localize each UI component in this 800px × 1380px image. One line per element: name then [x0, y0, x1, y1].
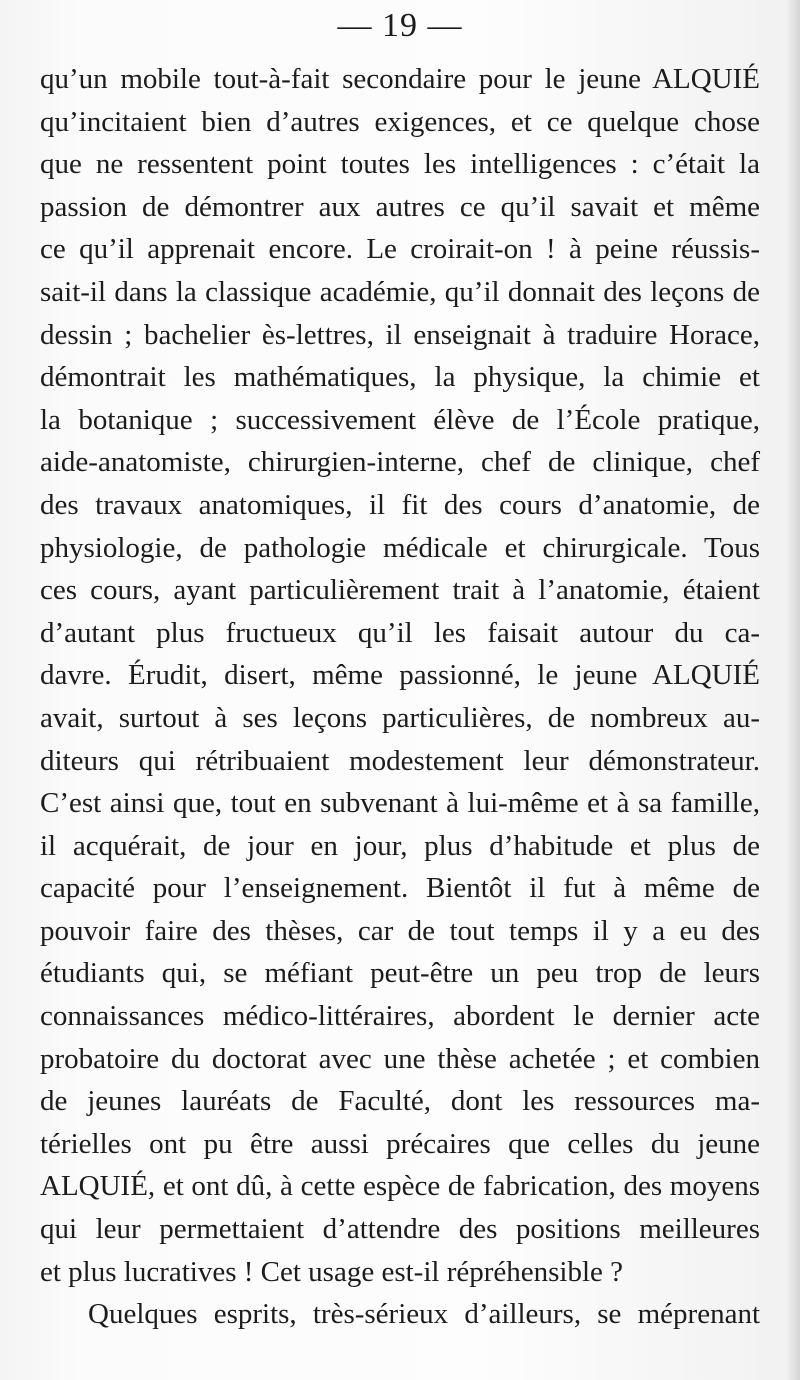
text-line: connaissances médico-littéraires, abordent le dernier acte	[40, 1000, 760, 1033]
text-line: sait-il dans la classique académie, qu’il donnait des leçons de	[40, 275, 760, 308]
text-line: que ne ressentent point toutes les intelligences : c’était la	[40, 148, 760, 181]
paragraph-start-line: Quelques esprits, très-sérieux d’ailleurs, se méprenant	[88, 1298, 760, 1331]
text-line: avait, surtout à ses leçons particulières, de nombreux au-	[40, 701, 760, 734]
text-line: des travaux anatomiques, il fit des cours d’anatomie, de	[40, 488, 760, 521]
text-line: il acquérait, de jour en jour, plus d’habitude et plus de	[40, 829, 760, 862]
text-line: étudiants qui, se méfiant peut-être un peu trop de leurs	[40, 957, 760, 990]
text-line: diteurs qui rétribuaient modestement leur démonstrateur.	[40, 744, 760, 777]
text-line: térielles ont pu être aussi précaires que celles du jeune	[40, 1127, 760, 1160]
text-line: davre. Érudit, disert, même passionné, le jeune ALQUIÉ	[40, 659, 760, 692]
text-line: passion de démontrer aux autres ce qu’il savait et même	[40, 190, 760, 223]
text-line: qu’incitaient bien d’autres exigences, et ce quelque chose	[40, 105, 760, 138]
page-number: — 19 —	[337, 7, 463, 44]
text-line: démontrait les mathématiques, la physique, la chimie et	[40, 361, 760, 394]
text-line: ALQUIÉ, et ont dû, à cette espèce de fabrication, des moyens	[40, 1170, 760, 1203]
text-line: la botanique ; successivement élève de l’École pratique,	[40, 403, 760, 436]
text-line: capacité pour l’enseignement. Bientôt il fut à même de	[40, 872, 760, 905]
text-line: aide-anatomiste, chirurgien-interne, chef de clinique, chef	[40, 446, 760, 479]
text-line: ce qu’il apprenait encore. Le croirait-on ! à peine réussis-	[40, 233, 760, 266]
text-line: C’est ainsi que, tout en subvenant à lui-même et à sa famille,	[40, 787, 760, 820]
paragraph-end-line: et plus lucratives ! Cet usage est-il répréhensible ?	[40, 1255, 624, 1288]
text-line: qui leur permettaient d’attendre des positions meilleures	[40, 1213, 760, 1246]
text-line: probatoire du doctorat avec une thèse achetée ; et combien	[40, 1042, 760, 1075]
body-text	[40, 58, 760, 1336]
page-edge-shadow	[786, 0, 800, 1380]
text-line: physiologie, de pathologie médicale et chirurgicale. Tous	[40, 531, 760, 564]
text-line: dessin ; bachelier ès-lettres, il enseignait à traduire Horace,	[40, 318, 760, 351]
text-line: ces cours, ayant particulièrement trait à l’anatomie, étaient	[40, 574, 760, 607]
text-line: qu’un mobile tout-à-fait secondaire pour le jeune ALQUIÉ	[40, 63, 760, 95]
text-line: de jeunes lauréats de Faculté, dont les ressources ma-	[40, 1085, 760, 1118]
text-line: d’autant plus fructueux qu’il les faisait autour du ca-	[40, 616, 760, 649]
text-line: pouvoir faire des thèses, car de tout temps il y a eu des	[40, 914, 760, 947]
